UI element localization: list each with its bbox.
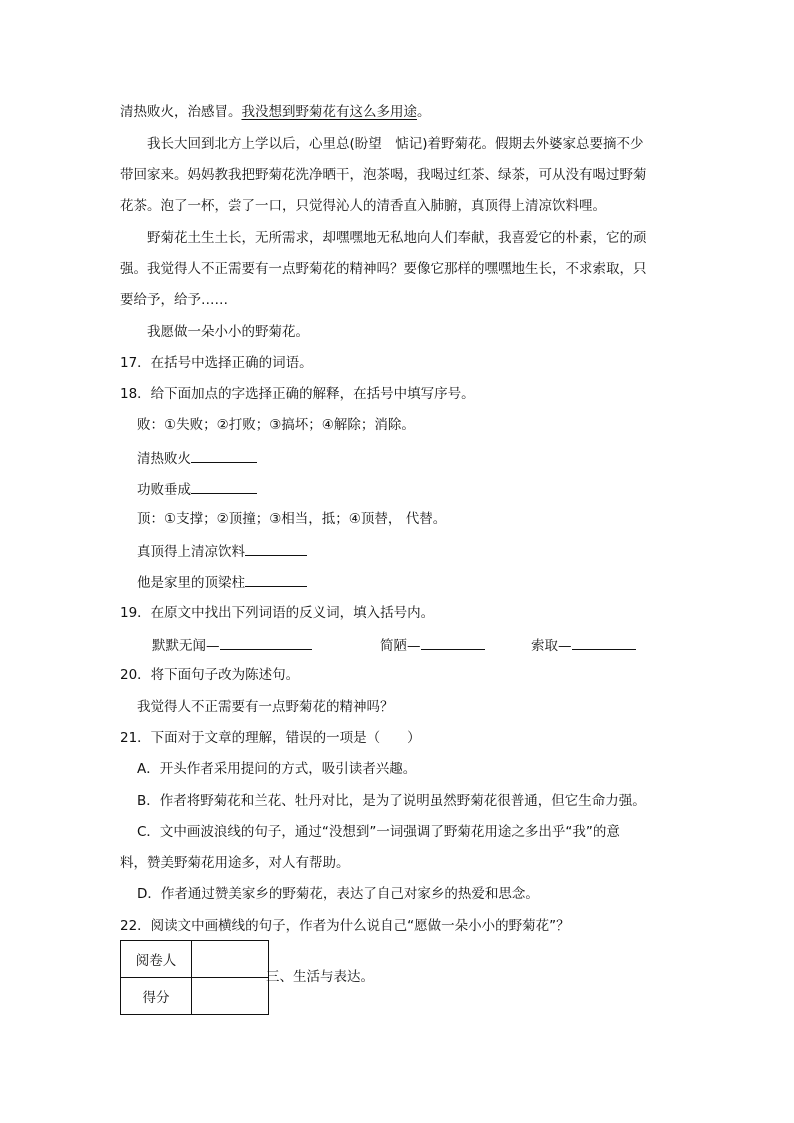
passage-line: 强。我觉得人不正需要有一点野菊花的精神吗？要像它那样的嘿嘿地生长，不求索取，只 xyxy=(120,261,647,277)
answer-blank[interactable] xyxy=(245,540,307,556)
word-label: 他是家里的顶梁柱 xyxy=(137,575,245,591)
antonym-item xyxy=(152,634,312,656)
answer-line xyxy=(137,571,307,593)
answer-blank[interactable] xyxy=(191,478,257,494)
reviewer-cell[interactable] xyxy=(192,941,269,978)
passage-line: 我愿做一朵小小的野菊花。 xyxy=(147,324,309,340)
option-c: C．文中画波浪线的句子，通过“没想到”一词强调了野菊花用途之多出乎“我”的意 xyxy=(137,824,620,840)
answer-blank[interactable] xyxy=(220,634,312,650)
question-19: 19．在原文中找出下列词语的反义词，填入括号内。 xyxy=(120,605,435,621)
answer-blank[interactable] xyxy=(572,634,636,650)
option-d: D．作者通过赞美家乡的野菊花，表达了自己对家乡的热爱和思念。 xyxy=(137,886,539,902)
word-label: 功败垂成 xyxy=(137,482,191,498)
antonym-item xyxy=(380,634,485,656)
question-20: 20．将下面句子改为陈述句。 xyxy=(120,667,300,683)
definition-bai: 败：①失败；②打败；③搞坏；④解除；消除。 xyxy=(137,417,415,433)
passage-line xyxy=(120,102,431,122)
section-heading: 三、生活与表达。 xyxy=(266,969,374,985)
definition-ding: 顶：①支撑；②顶撞；③相当，抵；④顶替， 代替。 xyxy=(137,511,447,527)
option-c-cont: 料，赞美野菊花用途多，对人有帮助。 xyxy=(120,855,350,871)
question-21: 21．下面对于文章的理解，错误的一项是（ ） xyxy=(120,730,421,746)
answer-line xyxy=(137,540,307,562)
score-label: 得分 xyxy=(121,978,192,1015)
word-label: 真顶得上清凉饮料 xyxy=(137,544,245,560)
passage-line: 花茶。泡了一杯，尝了一口，只觉得沁人的清香直入肺腑，真顶得上清凉饮料哩。 xyxy=(120,198,606,214)
word-label: 简陋— xyxy=(380,638,421,654)
passage-line: 野菊花土生土长，无所需求，却嘿嘿地无私地向人们奉献，我喜爱它的朴素，它的顽 xyxy=(147,230,647,246)
passage-line: 带回家来。妈妈教我把野菊花洗净晒干，泡茶喝，我喝过红茶、绿茶，可从没有喝过野菊 xyxy=(120,167,647,183)
score-table xyxy=(120,940,269,1015)
question-18: 18．给下面加点的字选择正确的解释，在括号中填写序号。 xyxy=(120,386,475,402)
passage-text: 清热败火，治感冒。 xyxy=(120,104,242,120)
answer-blank[interactable] xyxy=(245,571,307,587)
answer-blank[interactable] xyxy=(191,447,257,463)
answer-line xyxy=(137,478,257,500)
question-17: 17．在括号中选择正确的词语。 xyxy=(120,355,313,371)
word-label: 默默无闻— xyxy=(152,638,220,654)
passage-line: 要给予，给予…… xyxy=(120,292,228,308)
answer-blank[interactable] xyxy=(421,634,485,650)
option-a: A．开头作者采用提问的方式，吸引读者兴趣。 xyxy=(137,761,417,777)
reviewer-label: 阅卷人 xyxy=(121,941,192,978)
score-cell[interactable] xyxy=(192,978,269,1015)
antonym-item xyxy=(531,634,636,656)
word-label: 清热败火 xyxy=(137,451,191,467)
passage-line: 我长大回到北方上学以后，心里总(盼望 惦记)着野菊花。假期去外婆家总要摘不少 xyxy=(147,136,644,152)
passage-text: 。 xyxy=(417,104,431,120)
option-b: B．作者将野菊花和兰花、牡丹对比，是为了说明虽然野菊花很普通，但它生命力强。 xyxy=(137,793,646,809)
answer-line xyxy=(137,447,257,469)
word-label: 索取— xyxy=(531,638,572,654)
underlined-sentence: 我没想到野菊花有这么多用途 xyxy=(241,104,417,120)
question-22: 22．阅读文中画横线的句子，作者为什么说自己“愿做一朵小小的野菊花”？ xyxy=(120,918,570,934)
sentence: 我觉得人不正需要有一点野菊花的精神吗？ xyxy=(137,699,394,715)
